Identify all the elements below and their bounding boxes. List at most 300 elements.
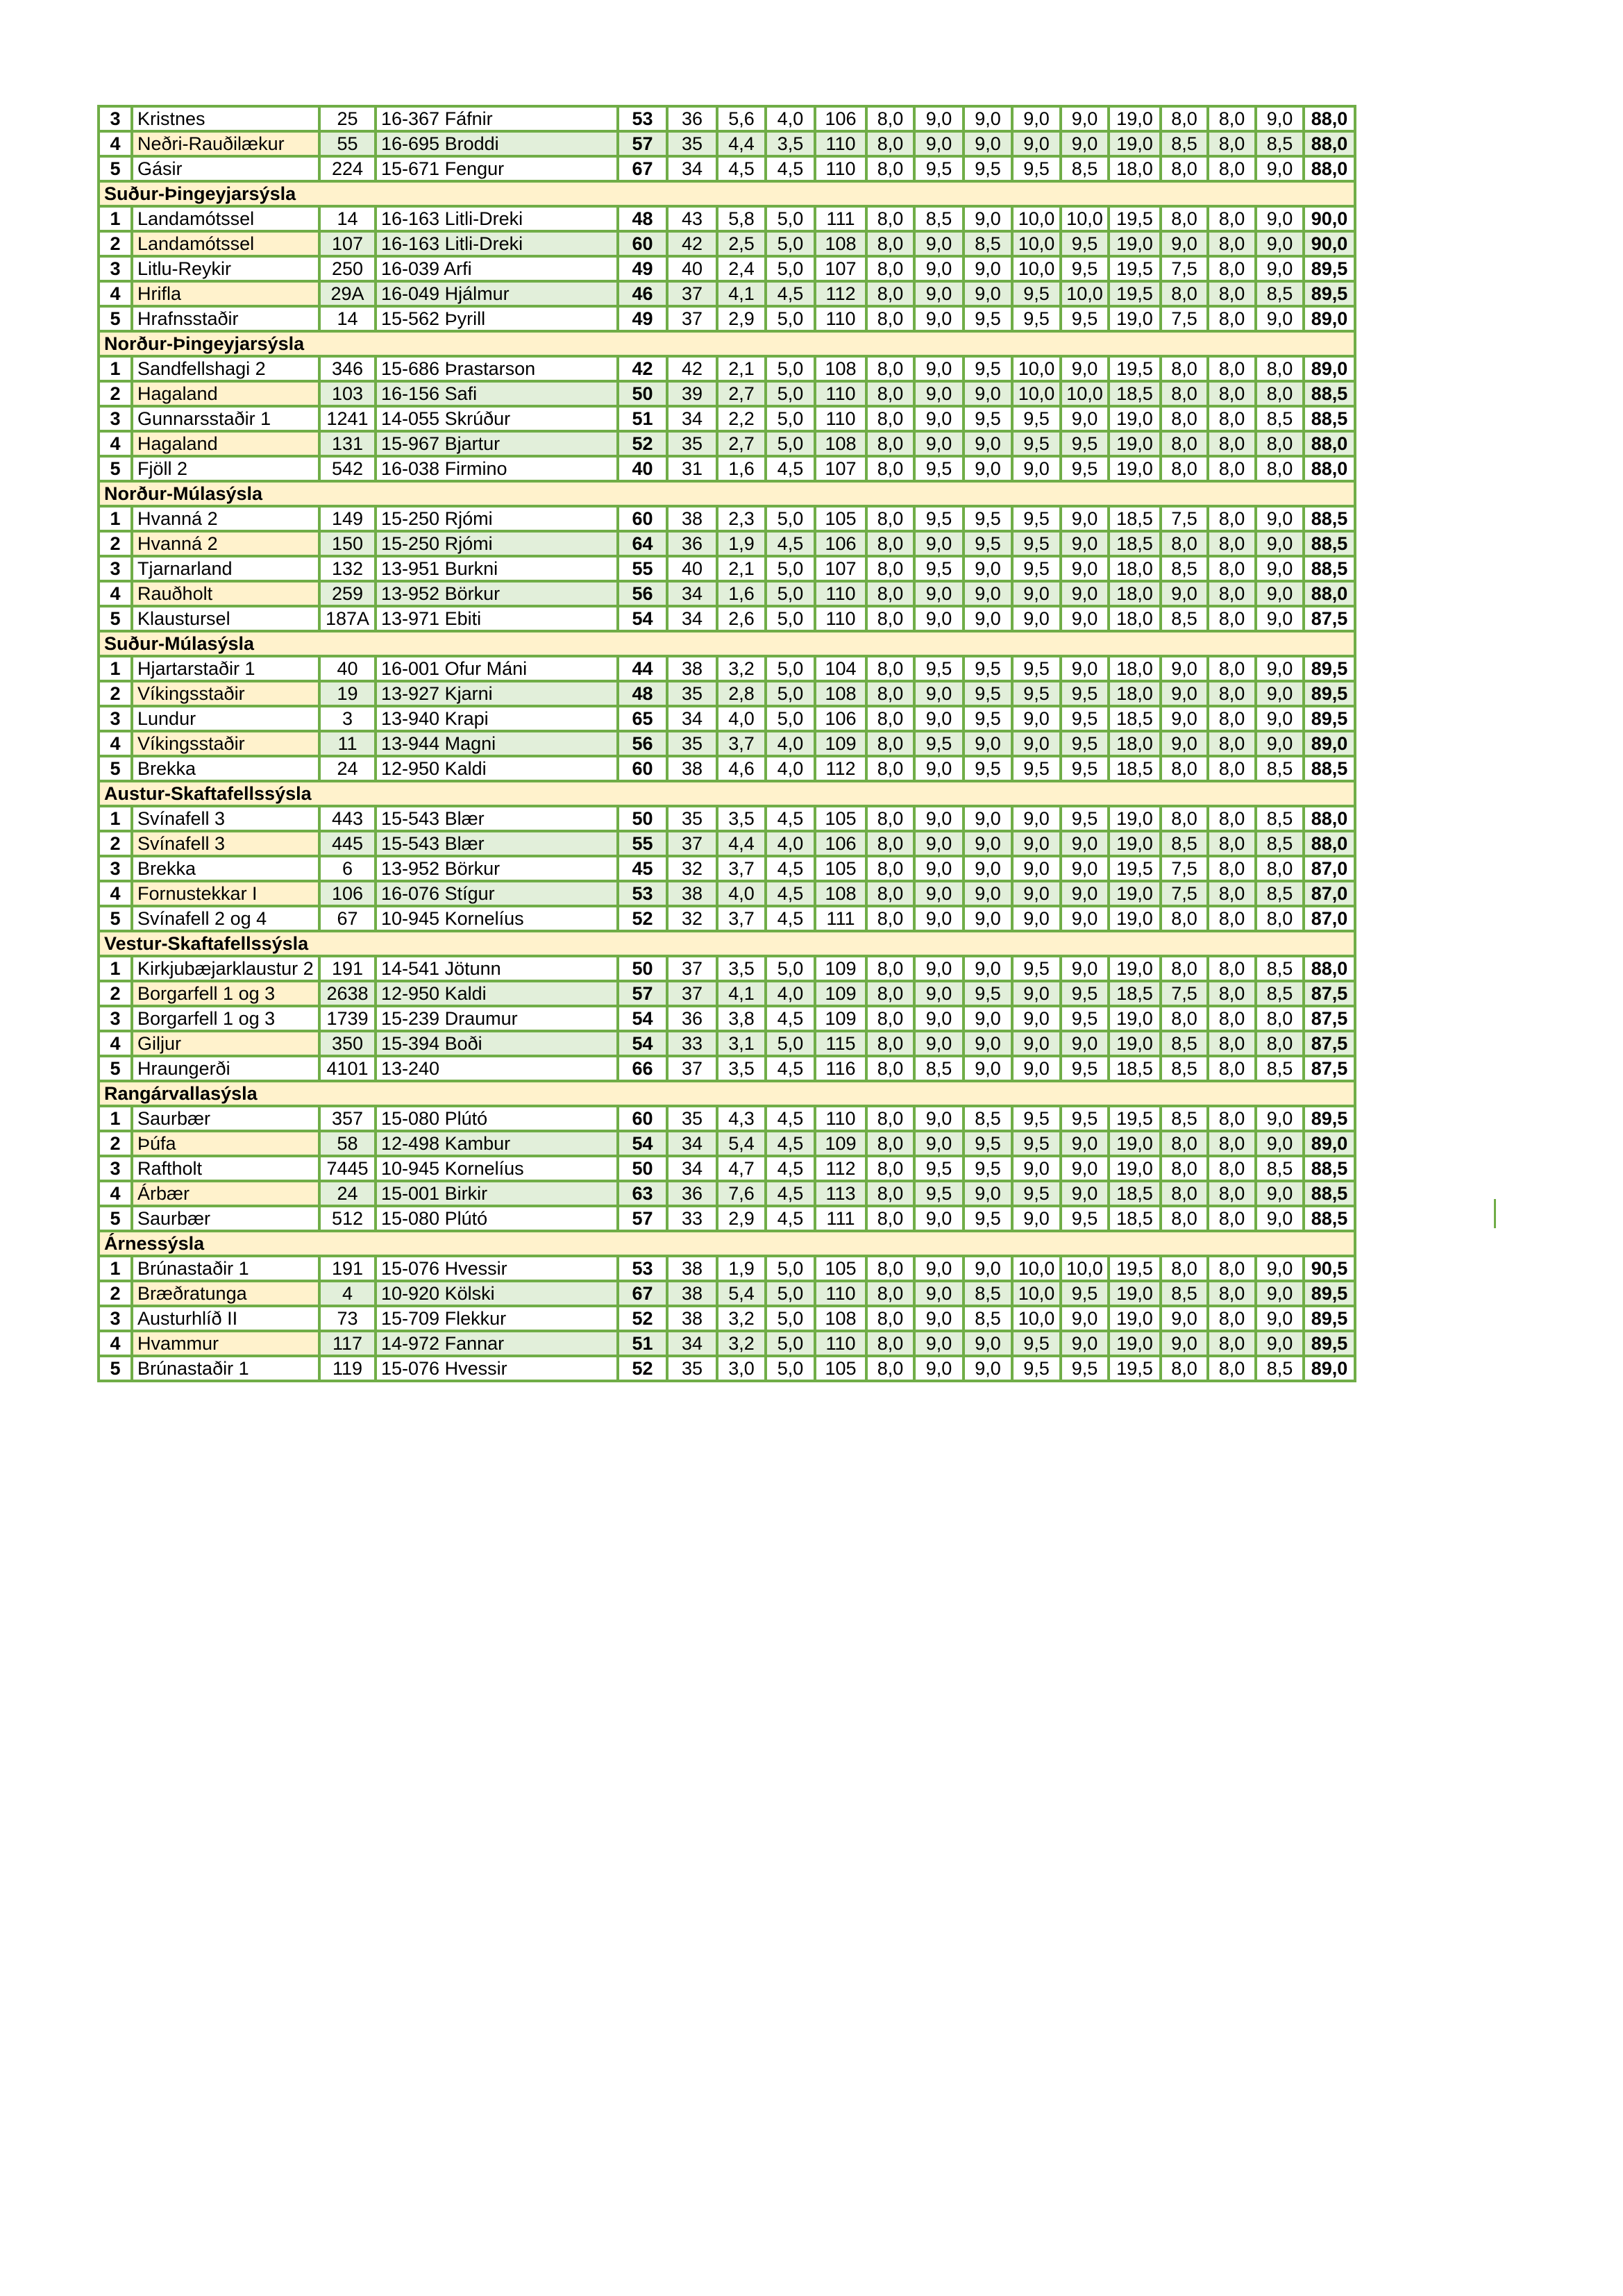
cell-ram: 12-498 Kambur	[376, 1131, 618, 1156]
cell-col-8: 5,0	[766, 356, 815, 381]
cell-col-14: 9,5	[1061, 1106, 1109, 1131]
cell-col-9: 106	[815, 706, 866, 731]
cell-col-5: 48	[618, 681, 667, 706]
cell-col-14: 9,0	[1061, 606, 1109, 631]
cell-col-17: 8,0	[1208, 906, 1256, 931]
cell-col-11: 9,0	[914, 431, 964, 456]
cell-col-8: 5,0	[766, 381, 815, 406]
cell-ewe-id: 4101	[319, 1056, 376, 1081]
cell-col-17: 8,0	[1208, 306, 1256, 331]
cell-col-5: 63	[618, 1181, 667, 1206]
cell-col-6: 34	[667, 1131, 717, 1156]
cell-total-score: 88,0	[1304, 456, 1355, 481]
cell-col-7: 2,7	[717, 381, 766, 406]
cell-ram: 13-240	[376, 1056, 618, 1081]
cell-col-14: 9,0	[1061, 106, 1109, 131]
cell-col-12: 9,5	[964, 981, 1012, 1006]
cell-total-score: 89,0	[1304, 1131, 1355, 1156]
cell-col-10: 8,0	[866, 456, 914, 481]
cell-rank: 3	[99, 406, 132, 431]
cell-col-14: 10,0	[1061, 1256, 1109, 1281]
cell-col-18: 8,5	[1256, 831, 1304, 856]
cell-col-5: 67	[618, 1281, 667, 1306]
cell-farm: Landamótssel	[132, 206, 319, 231]
cell-col-15: 19,5	[1109, 356, 1161, 381]
cell-col-15: 18,0	[1109, 656, 1161, 681]
table-row	[99, 1056, 1355, 1081]
cell-farm: Árbær	[132, 1181, 319, 1206]
cell-col-12: 9,0	[964, 881, 1012, 906]
cell-total-score: 87,0	[1304, 906, 1355, 931]
cell-col-15: 19,0	[1109, 231, 1161, 256]
cell-col-5: 57	[618, 1206, 667, 1231]
cell-col-15: 19,0	[1109, 1281, 1161, 1306]
cell-col-8: 4,5	[766, 806, 815, 831]
cell-col-17: 8,0	[1208, 256, 1256, 281]
cell-col-16: 8,5	[1161, 1056, 1208, 1081]
cell-col-16: 8,0	[1161, 156, 1208, 181]
cell-col-15: 19,0	[1109, 406, 1161, 431]
cell-rank: 4	[99, 1331, 132, 1356]
cell-col-6: 38	[667, 1281, 717, 1306]
cell-col-7: 3,7	[717, 856, 766, 881]
cell-total-score: 88,5	[1304, 1181, 1355, 1206]
cell-rank: 1	[99, 206, 132, 231]
cell-col-17: 8,0	[1208, 756, 1256, 781]
cell-col-10: 8,0	[866, 1306, 914, 1331]
cell-col-11: 9,0	[914, 406, 964, 431]
cell-col-6: 40	[667, 556, 717, 581]
cell-farm: Bræðratunga	[132, 1281, 319, 1306]
cell-col-6: 35	[667, 731, 717, 756]
cell-total-score: 89,5	[1304, 1106, 1355, 1131]
cell-col-6: 38	[667, 881, 717, 906]
cell-col-7: 4,0	[717, 881, 766, 906]
cell-col-16: 8,0	[1161, 1131, 1208, 1156]
cell-col-12: 9,0	[964, 1331, 1012, 1356]
table-row	[99, 956, 1355, 981]
cell-col-16: 8,0	[1161, 806, 1208, 831]
cell-col-10: 8,0	[866, 706, 914, 731]
cell-col-8: 5,0	[766, 406, 815, 431]
cell-col-18: 9,0	[1256, 106, 1304, 131]
cell-col-10: 8,0	[866, 831, 914, 856]
cell-col-12: 9,5	[964, 656, 1012, 681]
cell-ram: 16-076 Stígur	[376, 881, 618, 906]
cell-ram: 13-940 Krapi	[376, 706, 618, 731]
cell-col-7: 4,3	[717, 1106, 766, 1131]
cell-ram: 16-695 Broddi	[376, 131, 618, 156]
cell-col-15: 19,0	[1109, 1306, 1161, 1331]
cell-col-16: 8,0	[1161, 1006, 1208, 1031]
cell-col-15: 19,5	[1109, 1106, 1161, 1131]
cell-ewe-id: 7445	[319, 1156, 376, 1181]
cell-col-5: 53	[618, 106, 667, 131]
results-table	[97, 105, 1356, 1382]
cell-col-9: 112	[815, 281, 866, 306]
cell-col-10: 8,0	[866, 206, 914, 231]
cell-col-17: 8,0	[1208, 406, 1256, 431]
cell-col-16: 8,0	[1161, 956, 1208, 981]
cell-col-11: 9,0	[914, 1206, 964, 1231]
cell-col-9: 105	[815, 806, 866, 831]
cell-col-17: 8,0	[1208, 206, 1256, 231]
cell-total-score: 89,5	[1304, 656, 1355, 681]
cell-col-16: 7,5	[1161, 306, 1208, 331]
cell-col-12: 9,0	[964, 1056, 1012, 1081]
cell-col-5: 60	[618, 1106, 667, 1131]
cell-total-score: 89,5	[1304, 1331, 1355, 1356]
cell-col-7: 4,7	[717, 1156, 766, 1181]
cell-ram: 13-951 Burkni	[376, 556, 618, 581]
cell-col-16: 8,5	[1161, 1281, 1208, 1306]
cell-col-15: 19,5	[1109, 281, 1161, 306]
cell-col-18: 9,0	[1256, 256, 1304, 281]
cell-farm: Hvanná 2	[132, 506, 319, 531]
cell-rank: 4	[99, 1031, 132, 1056]
region-header-row	[99, 631, 1355, 656]
cell-col-7: 3,5	[717, 956, 766, 981]
cell-col-5: 48	[618, 206, 667, 231]
cell-col-12: 9,5	[964, 156, 1012, 181]
cell-col-8: 4,5	[766, 881, 815, 906]
cell-col-15: 18,0	[1109, 156, 1161, 181]
region-name: Suður-Þingeyjarsýsla	[99, 181, 1355, 206]
cell-ewe-id: 25	[319, 106, 376, 131]
cell-total-score: 88,0	[1304, 156, 1355, 181]
table-row	[99, 806, 1355, 831]
cell-ewe-id: 187A	[319, 606, 376, 631]
cell-col-14: 9,0	[1061, 881, 1109, 906]
cell-col-12: 9,0	[964, 1356, 1012, 1381]
table-row	[99, 756, 1355, 781]
cell-col-9: 107	[815, 256, 866, 281]
cell-rank: 4	[99, 581, 132, 606]
cell-total-score: 89,5	[1304, 1306, 1355, 1331]
cell-col-9: 111	[815, 906, 866, 931]
cell-farm: Klaustursel	[132, 606, 319, 631]
cell-col-12: 9,0	[964, 1181, 1012, 1206]
cell-col-11: 8,5	[914, 1056, 964, 1081]
cell-ewe-id: 119	[319, 1356, 376, 1381]
cell-col-14: 9,5	[1061, 1006, 1109, 1031]
cell-col-15: 18,5	[1109, 1056, 1161, 1081]
cell-ram: 13-944 Magni	[376, 731, 618, 756]
cell-rank: 3	[99, 856, 132, 881]
cell-col-11: 9,0	[914, 256, 964, 281]
cell-col-13: 10,0	[1012, 1256, 1061, 1281]
cell-col-17: 8,0	[1208, 1256, 1256, 1281]
cell-col-10: 8,0	[866, 656, 914, 681]
cell-rank: 4	[99, 281, 132, 306]
cell-rank: 1	[99, 506, 132, 531]
table-row	[99, 1006, 1355, 1031]
cell-col-15: 18,5	[1109, 1206, 1161, 1231]
cell-col-8: 5,0	[766, 706, 815, 731]
cell-col-10: 8,0	[866, 1156, 914, 1181]
cell-total-score: 87,5	[1304, 606, 1355, 631]
cell-col-16: 8,0	[1161, 456, 1208, 481]
cell-col-6: 38	[667, 656, 717, 681]
cell-total-score: 88,5	[1304, 506, 1355, 531]
cell-col-8: 4,5	[766, 1106, 815, 1131]
cell-farm: Hvanná 2	[132, 531, 319, 556]
cell-col-11: 9,0	[914, 356, 964, 381]
cell-col-7: 3,7	[717, 731, 766, 756]
cell-col-6: 32	[667, 906, 717, 931]
cell-col-5: 40	[618, 456, 667, 481]
cell-col-14: 9,0	[1061, 356, 1109, 381]
cell-col-14: 9,5	[1061, 981, 1109, 1006]
cell-col-18: 8,0	[1256, 381, 1304, 406]
cell-farm: Hrifla	[132, 281, 319, 306]
table-row	[99, 206, 1355, 231]
cell-col-10: 8,0	[866, 1256, 914, 1281]
cell-col-17: 8,0	[1208, 281, 1256, 306]
cell-ram: 15-076 Hvessir	[376, 1356, 618, 1381]
cell-total-score: 89,5	[1304, 281, 1355, 306]
cell-ewe-id: 19	[319, 681, 376, 706]
cell-col-15: 18,5	[1109, 531, 1161, 556]
table-row	[99, 1306, 1355, 1331]
cell-col-6: 37	[667, 981, 717, 1006]
cell-col-12: 9,0	[964, 256, 1012, 281]
table-row	[99, 856, 1355, 881]
cell-rank: 5	[99, 606, 132, 631]
cell-col-14: 9,5	[1061, 731, 1109, 756]
table-row	[99, 1181, 1355, 1206]
cell-farm: Hvammur	[132, 1331, 319, 1356]
cell-col-7: 4,6	[717, 756, 766, 781]
cell-col-9: 109	[815, 731, 866, 756]
cell-col-6: 35	[667, 1356, 717, 1381]
table-row	[99, 1031, 1355, 1056]
cell-col-9: 113	[815, 1181, 866, 1206]
cell-col-18: 8,5	[1256, 131, 1304, 156]
cell-col-5: 54	[618, 1131, 667, 1156]
cell-col-11: 9,5	[914, 556, 964, 581]
cell-col-12: 9,5	[964, 406, 1012, 431]
table-row	[99, 831, 1355, 856]
cell-total-score: 88,5	[1304, 1156, 1355, 1181]
table-row	[99, 1356, 1355, 1381]
cell-col-11: 9,0	[914, 1306, 964, 1331]
cell-col-15: 19,0	[1109, 956, 1161, 981]
region-header-row	[99, 1081, 1355, 1106]
cell-col-15: 18,0	[1109, 581, 1161, 606]
cell-ewe-id: 259	[319, 581, 376, 606]
cell-col-12: 9,0	[964, 206, 1012, 231]
cell-rank: 4	[99, 1181, 132, 1206]
cell-col-12: 8,5	[964, 1106, 1012, 1131]
cell-col-8: 5,0	[766, 606, 815, 631]
cell-ram: 16-038 Firmino	[376, 456, 618, 481]
cell-col-6: 34	[667, 156, 717, 181]
cell-col-8: 4,5	[766, 281, 815, 306]
cell-col-15: 19,0	[1109, 1131, 1161, 1156]
cell-col-12: 9,0	[964, 831, 1012, 856]
cell-col-12: 9,0	[964, 381, 1012, 406]
cell-col-18: 8,0	[1256, 906, 1304, 931]
cell-ewe-id: 4	[319, 1281, 376, 1306]
margin-marker	[1494, 1199, 1496, 1228]
cell-col-8: 5,0	[766, 556, 815, 581]
cell-ewe-id: 14	[319, 206, 376, 231]
cell-col-16: 8,5	[1161, 556, 1208, 581]
cell-col-16: 7,5	[1161, 256, 1208, 281]
cell-total-score: 88,0	[1304, 106, 1355, 131]
cell-col-14: 8,5	[1061, 156, 1109, 181]
cell-ram: 14-541 Jötunn	[376, 956, 618, 981]
cell-col-10: 8,0	[866, 356, 914, 381]
cell-col-18: 8,5	[1256, 981, 1304, 1006]
cell-col-10: 8,0	[866, 1206, 914, 1231]
cell-col-12: 9,0	[964, 581, 1012, 606]
cell-col-11: 9,0	[914, 1356, 964, 1381]
cell-col-7: 5,4	[717, 1131, 766, 1156]
cell-col-11: 9,0	[914, 1131, 964, 1156]
cell-col-14: 9,5	[1061, 306, 1109, 331]
cell-farm: Svínafell 3	[132, 806, 319, 831]
cell-col-17: 8,0	[1208, 556, 1256, 581]
cell-col-18: 9,0	[1256, 731, 1304, 756]
cell-farm: Fjöll 2	[132, 456, 319, 481]
cell-col-6: 43	[667, 206, 717, 231]
cell-ewe-id: 6	[319, 856, 376, 881]
cell-col-8: 4,5	[766, 1181, 815, 1206]
cell-ram: 15-076 Hvessir	[376, 1256, 618, 1281]
cell-col-6: 37	[667, 831, 717, 856]
cell-col-7: 2,3	[717, 506, 766, 531]
table-row	[99, 606, 1355, 631]
cell-col-7: 5,6	[717, 106, 766, 131]
cell-col-7: 1,6	[717, 581, 766, 606]
cell-col-8: 5,0	[766, 1256, 815, 1281]
cell-total-score: 88,5	[1304, 756, 1355, 781]
cell-col-16: 8,0	[1161, 1206, 1208, 1231]
table-row	[99, 231, 1355, 256]
cell-col-14: 9,5	[1061, 806, 1109, 831]
cell-col-18: 8,5	[1256, 1056, 1304, 1081]
cell-rank: 4	[99, 731, 132, 756]
cell-col-5: 52	[618, 1306, 667, 1331]
cell-col-5: 50	[618, 956, 667, 981]
cell-ewe-id: 58	[319, 1131, 376, 1156]
cell-farm: Kristnes	[132, 106, 319, 131]
cell-col-9: 104	[815, 656, 866, 681]
cell-col-15: 19,5	[1109, 206, 1161, 231]
cell-col-13: 9,5	[1012, 1131, 1061, 1156]
cell-col-17: 8,0	[1208, 156, 1256, 181]
cell-col-15: 19,0	[1109, 431, 1161, 456]
cell-col-5: 51	[618, 406, 667, 431]
cell-col-15: 19,0	[1109, 806, 1161, 831]
cell-col-9: 111	[815, 1206, 866, 1231]
cell-col-7: 2,5	[717, 231, 766, 256]
cell-col-14: 9,5	[1061, 706, 1109, 731]
cell-col-5: 54	[618, 1006, 667, 1031]
cell-col-18: 8,0	[1256, 431, 1304, 456]
cell-col-5: 60	[618, 231, 667, 256]
cell-col-16: 8,0	[1161, 1356, 1208, 1381]
cell-col-18: 9,0	[1256, 506, 1304, 531]
cell-col-12: 8,5	[964, 1306, 1012, 1331]
cell-col-16: 7,5	[1161, 981, 1208, 1006]
cell-col-8: 4,5	[766, 1131, 815, 1156]
cell-col-14: 9,5	[1061, 1281, 1109, 1306]
cell-col-8: 5,0	[766, 1356, 815, 1381]
cell-col-17: 8,0	[1208, 1106, 1256, 1131]
cell-col-18: 9,0	[1256, 156, 1304, 181]
cell-farm: Þúfa	[132, 1131, 319, 1156]
table-row	[99, 431, 1355, 456]
table-row	[99, 381, 1355, 406]
cell-col-16: 9,0	[1161, 581, 1208, 606]
cell-rank: 2	[99, 381, 132, 406]
cell-col-16: 8,0	[1161, 906, 1208, 931]
cell-col-8: 4,5	[766, 856, 815, 881]
cell-col-10: 8,0	[866, 556, 914, 581]
cell-col-6: 38	[667, 506, 717, 531]
cell-col-13: 9,0	[1012, 1031, 1061, 1056]
cell-total-score: 89,5	[1304, 706, 1355, 731]
cell-total-score: 87,5	[1304, 1006, 1355, 1031]
cell-col-18: 9,0	[1256, 1256, 1304, 1281]
cell-rank: 1	[99, 656, 132, 681]
cell-col-13: 9,5	[1012, 531, 1061, 556]
cell-ewe-id: 191	[319, 1256, 376, 1281]
cell-farm: Víkingsstaðir	[132, 731, 319, 756]
cell-col-17: 8,0	[1208, 981, 1256, 1006]
cell-col-5: 66	[618, 1056, 667, 1081]
cell-farm: Kirkjubæjarklaustur 2	[132, 956, 319, 981]
cell-col-10: 8,0	[866, 1181, 914, 1206]
cell-col-16: 8,0	[1161, 206, 1208, 231]
cell-col-14: 9,0	[1061, 506, 1109, 531]
region-name: Rangárvallasýsla	[99, 1081, 1355, 1106]
cell-col-10: 8,0	[866, 256, 914, 281]
cell-col-5: 56	[618, 731, 667, 756]
cell-col-15: 19,0	[1109, 831, 1161, 856]
cell-col-10: 8,0	[866, 406, 914, 431]
cell-ram: 15-671 Fengur	[376, 156, 618, 181]
cell-rank: 5	[99, 1206, 132, 1231]
cell-col-16: 8,0	[1161, 1156, 1208, 1181]
cell-col-18: 9,0	[1256, 706, 1304, 731]
cell-col-14: 9,0	[1061, 856, 1109, 881]
cell-col-8: 5,0	[766, 1281, 815, 1306]
cell-col-8: 5,0	[766, 206, 815, 231]
cell-farm: Gásir	[132, 156, 319, 181]
cell-col-9: 112	[815, 1156, 866, 1181]
cell-farm: Brúnastaðir 1	[132, 1256, 319, 1281]
cell-col-18: 8,5	[1256, 806, 1304, 831]
cell-farm: Brekka	[132, 756, 319, 781]
cell-col-6: 34	[667, 581, 717, 606]
cell-col-16: 8,0	[1161, 406, 1208, 431]
cell-ewe-id: 131	[319, 431, 376, 456]
region-name: Austur-Skaftafellssýsla	[99, 781, 1355, 806]
cell-col-11: 9,0	[914, 681, 964, 706]
cell-col-18: 9,0	[1256, 206, 1304, 231]
cell-ewe-id: 40	[319, 656, 376, 681]
cell-col-16: 8,0	[1161, 756, 1208, 781]
cell-col-14: 9,0	[1061, 1331, 1109, 1356]
cell-col-16: 8,5	[1161, 1106, 1208, 1131]
cell-col-7: 5,4	[717, 1281, 766, 1306]
cell-rank: 5	[99, 756, 132, 781]
cell-col-15: 18,0	[1109, 556, 1161, 581]
